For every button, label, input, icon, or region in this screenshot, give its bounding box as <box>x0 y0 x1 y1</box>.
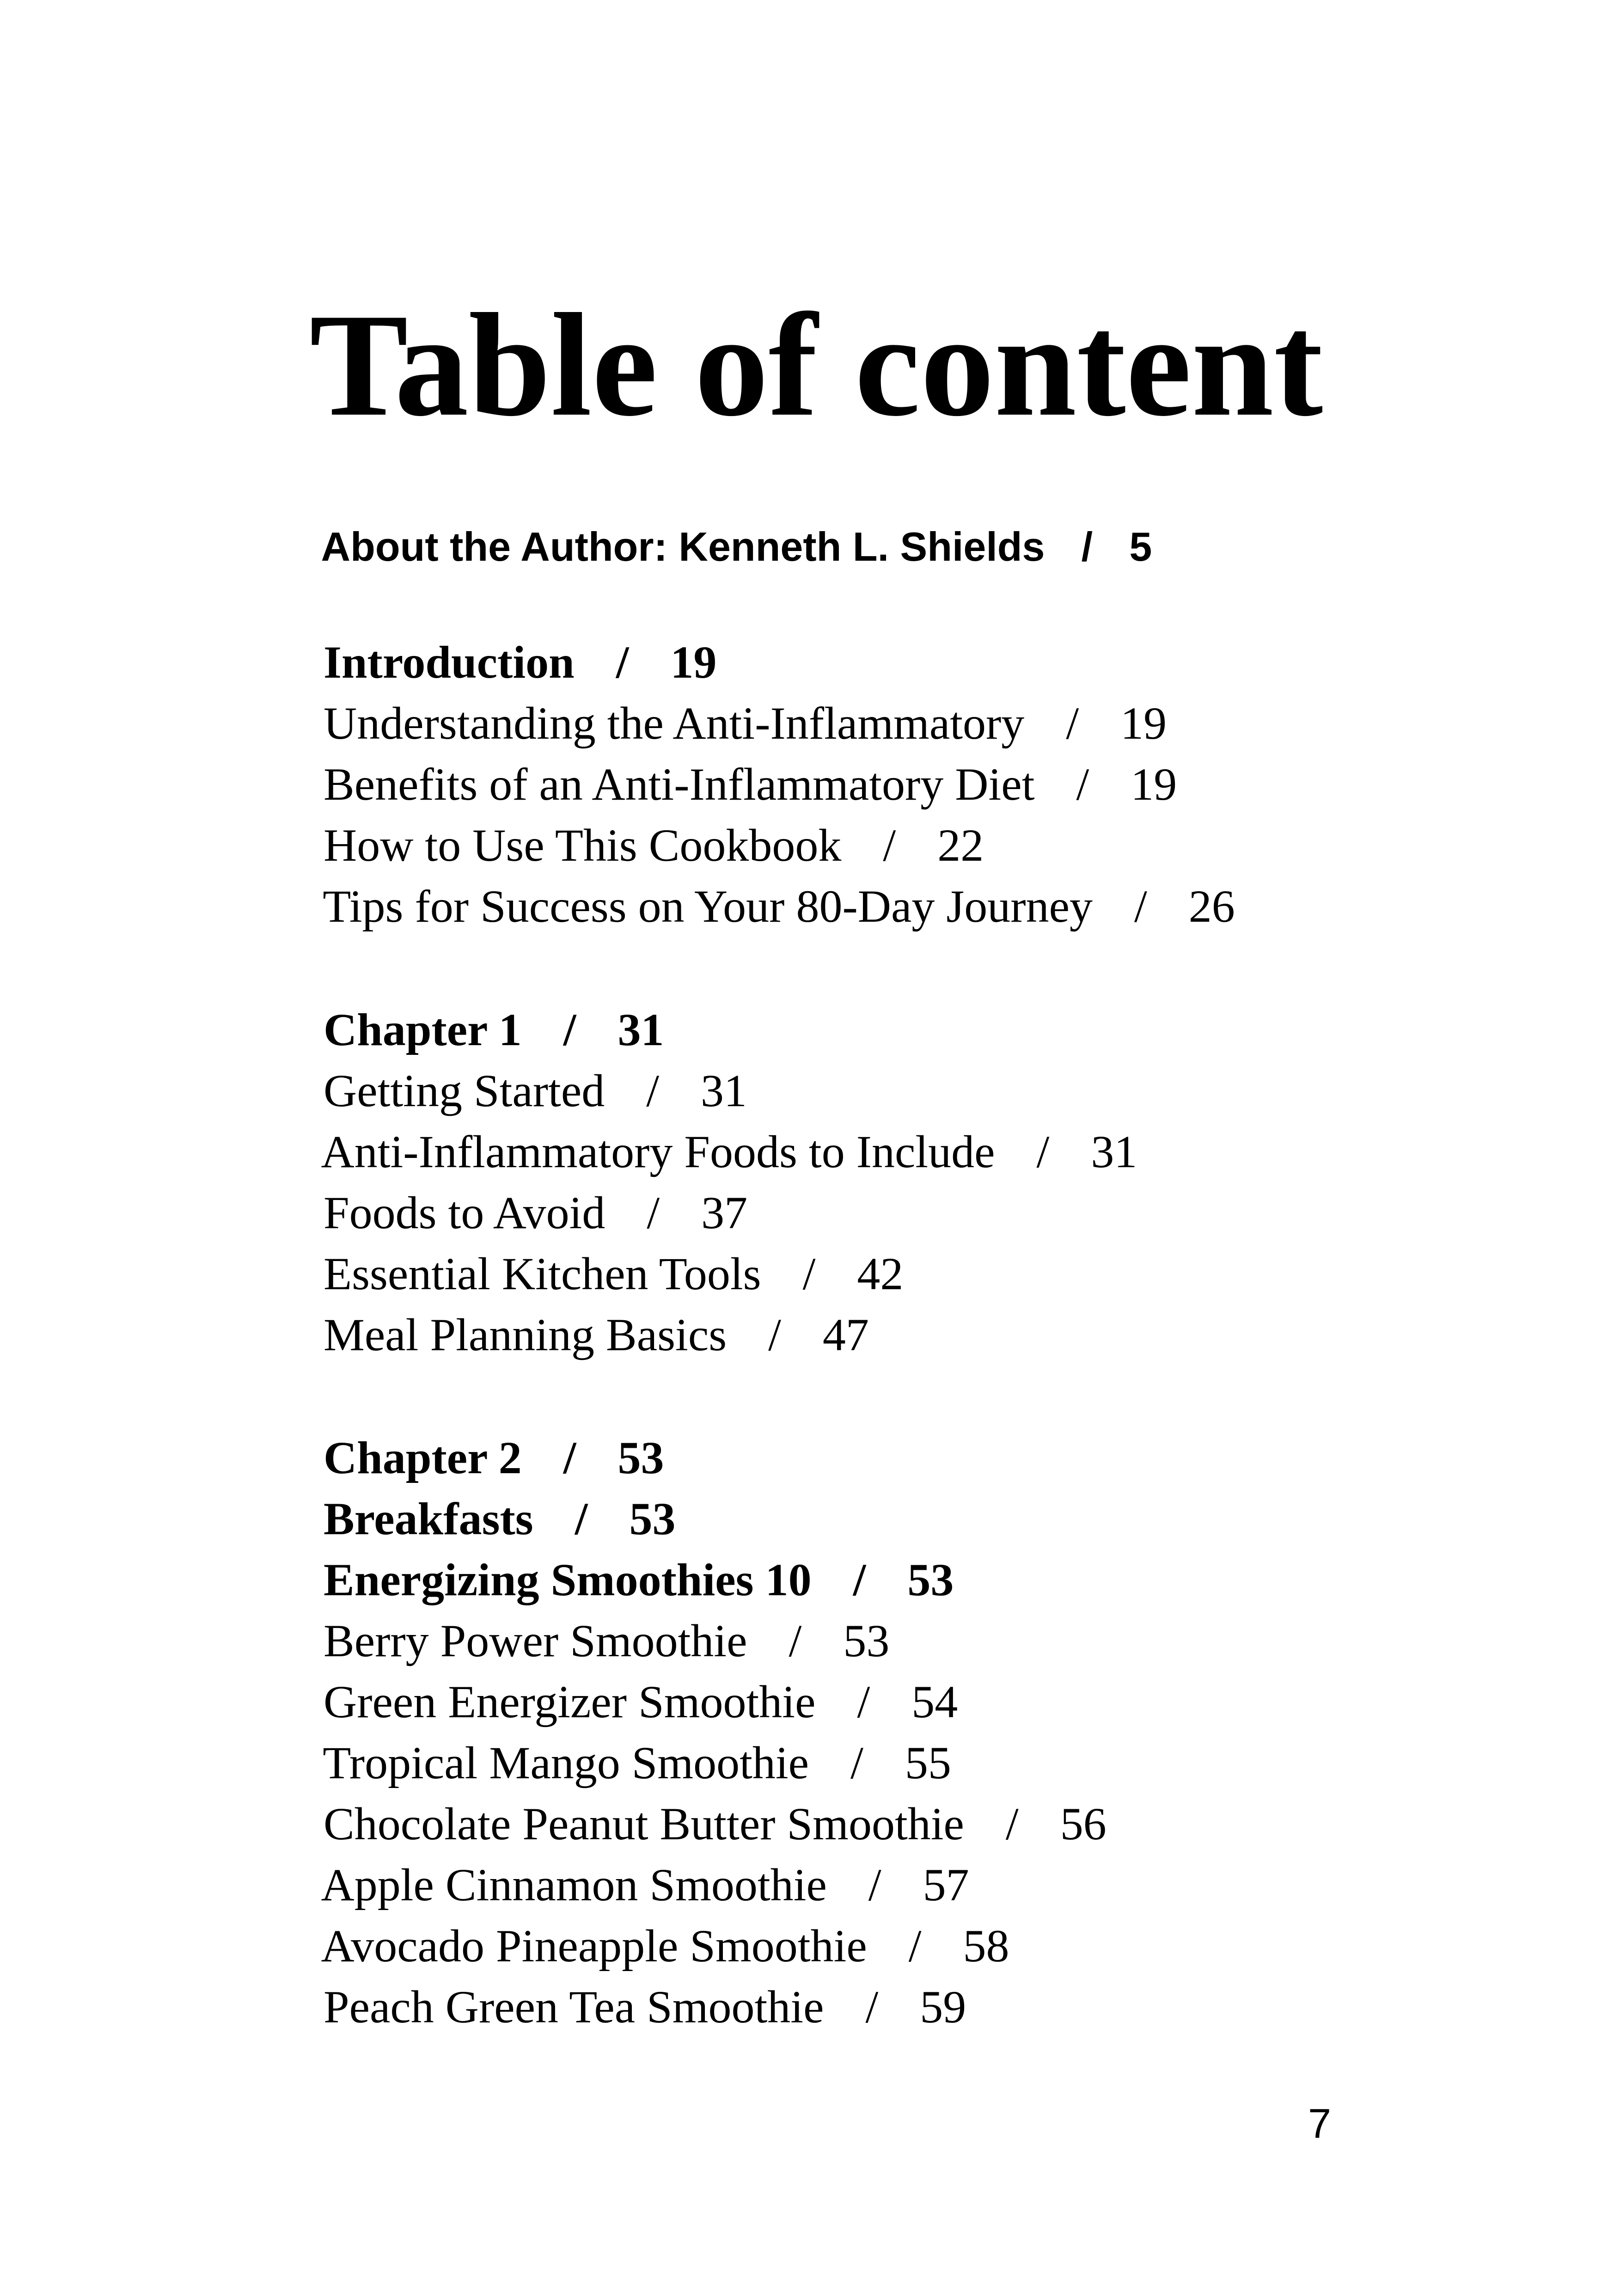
toc-entry-page: 31 <box>701 1065 747 1116</box>
toc-separator: / <box>646 1065 659 1116</box>
toc-entry-label: Avocado Pineapple Smoothie <box>321 1920 867 1971</box>
toc-entry-page: 19 <box>670 637 717 688</box>
toc-entry-label: Green Energizer Smoothie <box>324 1676 816 1727</box>
toc-entry-page: 47 <box>822 1309 869 1360</box>
toc-separator: / <box>575 1493 588 1544</box>
toc-separator: / <box>647 1187 660 1238</box>
toc-entry-tips[interactable] <box>277 815 1235 932</box>
toc-entry-breakfasts[interactable] <box>277 1427 676 1544</box>
toc-separator: / <box>616 637 629 688</box>
toc-entry-page: 42 <box>857 1248 904 1299</box>
page-title: Table of content <box>309 283 1323 447</box>
toc-entry-page: 56 <box>1060 1798 1107 1849</box>
toc-entry-avocado-pineapple[interactable] <box>277 1855 1009 1971</box>
toc-entry-chocolate-peanut-butter[interactable] <box>277 1733 1107 1849</box>
toc-entry-meal-planning[interactable] <box>277 1243 869 1360</box>
toc-entry-label: Getting Started <box>324 1065 605 1116</box>
toc-separator: / <box>1134 881 1147 932</box>
toc-separator: / <box>865 1981 879 2033</box>
page-number: 7 <box>1308 2101 1332 2147</box>
toc-entry-label: Berry Power Smoothie <box>324 1615 747 1666</box>
toc-entry-label: Peach Green Tea Smoothie <box>324 1981 824 2033</box>
toc-entry-label: Understanding the Anti-Inflammatory <box>324 698 1025 749</box>
toc-entry-label: Chocolate Peanut Butter Smoothie <box>324 1798 964 1849</box>
toc-entry-page: 26 <box>1188 881 1235 932</box>
toc-entry-page: 53 <box>843 1615 890 1666</box>
toc-entry-how-to-use[interactable] <box>277 754 984 871</box>
toc-entry-page: 22 <box>937 820 984 871</box>
toc-entry-label: Tips for Success on Your 80-Day Journey <box>323 881 1093 932</box>
toc-entry-label: Introduction <box>324 637 575 688</box>
toc-entry-page: 58 <box>963 1920 1009 1971</box>
toc-entry-page: 19 <box>1131 759 1177 810</box>
toc-entry-label: Essential Kitchen Tools <box>324 1248 761 1299</box>
toc-entry-label: Tropical Mango Smoothie <box>323 1737 809 1788</box>
toc-entry-foods-to-include[interactable] <box>277 1060 1137 1177</box>
toc-entry-label: About the Author: Kenneth L. Shields <box>321 524 1045 569</box>
toc-entry-page: 53 <box>907 1554 954 1605</box>
toc-entry-green-energizer[interactable] <box>277 1610 958 1727</box>
toc-entry-label: Anti-Inflammatory Foods to Include <box>321 1126 995 1177</box>
toc-entry-label: Chapter 2 <box>324 1432 522 1483</box>
toc-entry-page: 19 <box>1120 698 1167 749</box>
toc-separator: / <box>768 1309 781 1360</box>
toc-entry-label: How to Use This Cookbook <box>324 820 842 871</box>
toc-entry-benefits[interactable] <box>277 693 1177 810</box>
toc-separator: / <box>563 1004 576 1055</box>
toc-entry-chapter-2[interactable] <box>277 1366 664 1483</box>
toc-separator: / <box>1005 1798 1019 1849</box>
toc-separator: / <box>908 1920 922 1971</box>
toc-entry-page: 53 <box>617 1432 664 1483</box>
toc-separator: / <box>850 1737 863 1788</box>
toc-entry-page: 57 <box>923 1859 969 1910</box>
toc-entry-page: 5 <box>1129 524 1152 569</box>
toc-entry-page: 31 <box>617 1004 664 1055</box>
toc-entry-about-author[interactable] <box>277 455 1152 569</box>
toc-entry-berry-power[interactable] <box>277 1549 890 1666</box>
toc-entry-getting-started[interactable] <box>277 999 747 1116</box>
toc-separator: / <box>789 1615 802 1666</box>
toc-separator: / <box>883 820 896 871</box>
toc-entry-page: 53 <box>629 1493 676 1544</box>
toc-separator: / <box>853 1554 866 1605</box>
toc-entry-apple-cinnamon[interactable] <box>277 1794 969 1910</box>
toc-entry-page: 31 <box>1091 1126 1137 1177</box>
toc-separator: / <box>802 1248 816 1299</box>
toc-entry-foods-to-avoid[interactable] <box>277 1121 748 1238</box>
toc-separator: / <box>857 1676 870 1727</box>
toc-entry-page: 59 <box>920 1981 966 2033</box>
toc-entry-label: Energizing Smoothies 10 <box>324 1554 812 1605</box>
toc-entry-label: Benefits of an Anti-Inflammatory Diet <box>324 759 1035 810</box>
toc-entry-label: Meal Planning Basics <box>324 1309 727 1360</box>
toc-separator: / <box>1076 759 1089 810</box>
toc-entry-label: Chapter 1 <box>324 1004 522 1055</box>
toc-entry-label: Apple Cinnamon Smoothie <box>321 1859 827 1910</box>
toc-entry-introduction[interactable] <box>277 571 717 688</box>
toc-separator: / <box>1066 698 1079 749</box>
toc-entry-kitchen-tools[interactable] <box>277 1182 904 1299</box>
toc-entry-page: 37 <box>701 1187 748 1238</box>
toc-entry-label: Breakfasts <box>324 1493 533 1544</box>
toc-separator: / <box>563 1432 576 1483</box>
toc-entry-page: 55 <box>905 1737 951 1788</box>
toc-separator: / <box>868 1859 881 1910</box>
toc-entry-page: 54 <box>911 1676 958 1727</box>
toc-entry-understanding[interactable] <box>277 632 1167 749</box>
toc-entry-chapter-1[interactable] <box>277 938 664 1055</box>
toc-entry-peach-green-tea[interactable] <box>277 1916 966 2033</box>
toc-separator: / <box>1036 1126 1050 1177</box>
toc-separator: / <box>1081 524 1093 569</box>
toc-entry-energizing-smoothies[interactable] <box>277 1488 954 1605</box>
toc-entry-tropical-mango[interactable] <box>277 1671 951 1788</box>
toc-entry-label: Foods to Avoid <box>324 1187 605 1238</box>
